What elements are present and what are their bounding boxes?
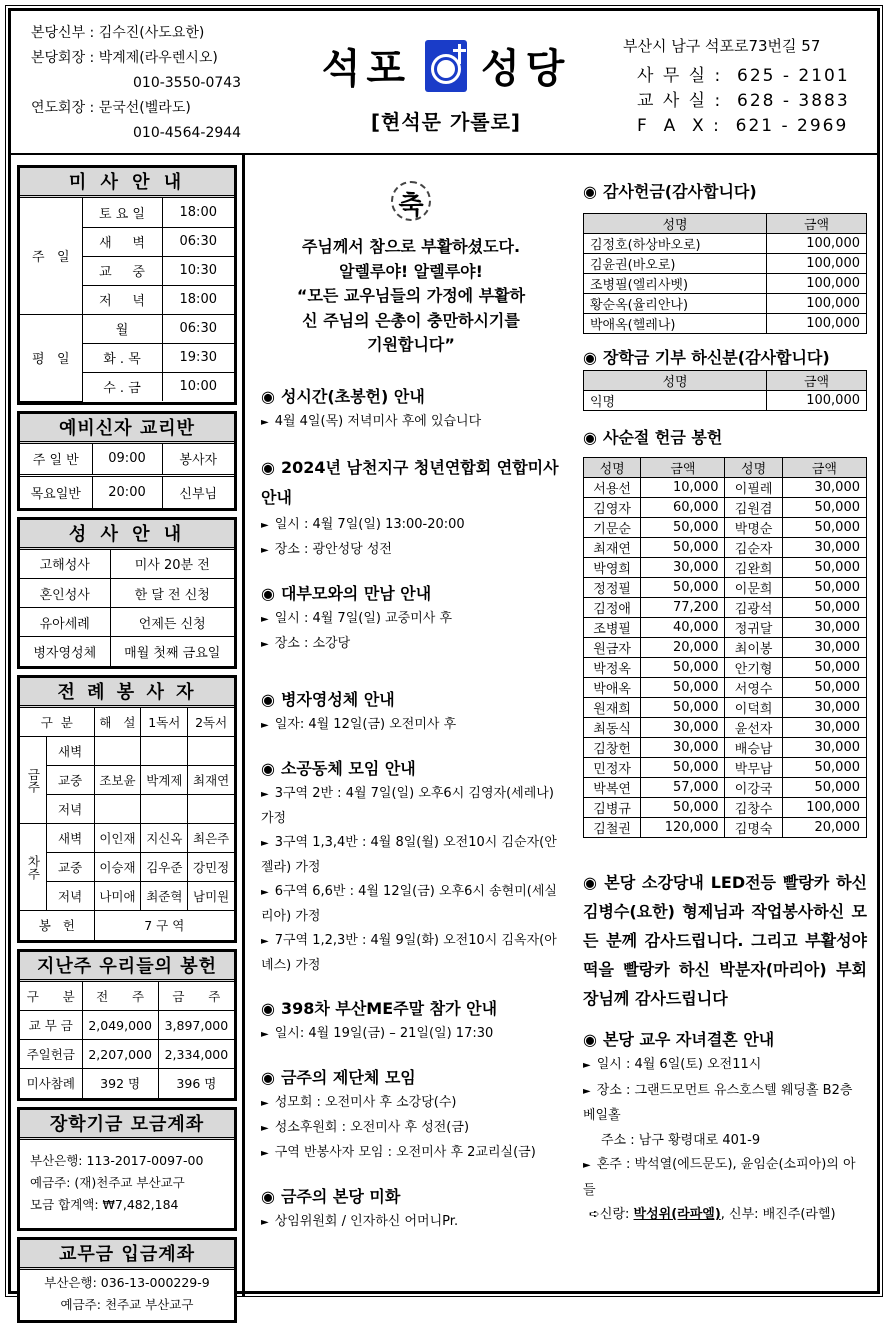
- notice-youth-mass: ◉ 2024년 남천지구 청년연합회 연합미사 안내 ► 일시 : 4월 7일(일) 13:00-20:00 ► 장소 : 광안성당 성전: [261, 457, 559, 557]
- arrow-icon: ►: [261, 1216, 269, 1228]
- table-row: 최동식 30,000 윤선자 30,000: [584, 718, 867, 738]
- right-column: [583, 179, 867, 1228]
- table-row: 김영자 60,000 김원겸 50,000: [584, 498, 867, 518]
- arrow-icon: ►: [583, 1160, 591, 1171]
- sacraments-title: 성 사 안 내: [20, 520, 234, 550]
- bulletin-header: [11, 11, 877, 155]
- bullet-icon: ◉: [583, 1030, 597, 1049]
- table-row: 박정옥 50,000 안기형 50,000: [584, 658, 867, 678]
- arrow-icon: ►: [261, 638, 269, 650]
- bullet-icon: ◉: [261, 689, 275, 709]
- table-row: 서용선 10,000 이필레 30,000: [584, 478, 867, 498]
- mass-schedule: 미 사 안 내 주 일 토 요 일 18:00 새 벽 06:30 교 중 10:30 저 녁 18:00 평 일 월 06:30 화 . 목 19:30 수 . 금 10:00: [17, 165, 237, 405]
- patron-subtitle: [현석문 가롤로]: [370, 110, 522, 134]
- table-row: 김철권 120,000 김명숙 20,000: [584, 818, 867, 838]
- staff-info: [31, 21, 241, 146]
- scholarship-bank: 부산은행: 113-2017-0097-00: [30, 1152, 204, 1168]
- last-week-offering: 지난주 우리들의 봉헌 구 분 전 주 금 주 교 무 금 2,049,000 3,897,000 주일헌금 2,207,000 2,334,000 미사참례 392 명 396 명: [17, 949, 237, 1101]
- arrow-icon: ►: [261, 886, 269, 898]
- scholarship-account-title: 장학기금 모금계좌: [20, 1110, 234, 1140]
- arrow-icon: ►: [261, 1097, 269, 1109]
- table-row: 김정애 77,200 김광석 50,000: [584, 598, 867, 618]
- bullet-icon: ◉: [583, 428, 597, 447]
- table-row: 기문순 50,000 박명순 50,000: [584, 518, 867, 538]
- bullet-icon: ◉: [261, 998, 275, 1018]
- dues-account-title: 교무금 입금계좌: [20, 1240, 234, 1270]
- arrow-icon: ►: [261, 1028, 269, 1040]
- title-right: 성당: [481, 46, 571, 92]
- liturgy-ministers: 전 례 봉 사 자 구 분 해 설 1독서 2독서 금주 새벽 교중 조보윤 박계제 최재연 저녁 차주 새벽 이인재 지신옥 최은주 교중 이승재 김우준 강민정 저녁 나미애 최준혁 남미원 봉 헌 7 구 역: [17, 675, 237, 943]
- hand-arrow-icon: ➪: [589, 1207, 600, 1222]
- arrow-icon: ►: [261, 544, 269, 556]
- scholarship-holder: 예금주: (재)천주교 부산교구: [30, 1174, 185, 1190]
- celebration-wreath-icon: 축: [381, 179, 441, 229]
- notice-sick-communion: ◉ 병자영성체 안내 ► 일자: 4월 12일(금) 오전미사 후: [261, 689, 457, 732]
- arrow-icon: ►: [583, 1060, 591, 1071]
- table-row: 정정필 50,000 이문희 50,000: [584, 578, 867, 598]
- led-thanks-note: ◉ 본당 소강당내 LED전등 빨랑카 하신 김병수(요한) 형제님과 작업봉사하신 모든 분께 감사드립니다. 그리고 부활성야 떡을 빨랑카 하신 박분자(마리아) 부회장님께 감사드립니다: [583, 873, 867, 1008]
- table-row: 박영희 30,000 김완희 50,000: [584, 558, 867, 578]
- bullet-icon: ◉: [261, 386, 275, 406]
- church-title: [311, 37, 581, 135]
- lent-offering: ◉ 사순절 헌금 봉헌 성명 금액 성명 금액 서용선 10,000 이필레 30,000 김영자 60,000 김원겸 50,000 기문순 50,000 박명순 50,000 최재연 50,000 김순자 30,000 박영희 30,000 김완희 50,000 정정필 50,000 이문희 50,000 김정애 77,200 김광석 50,000 조병필 40,000 정귀달 30,000 원금자 20,000 최이봉 30,000 박정옥 50,000 안기형 50,000 박애옥 50,000 서영수 50,000 원재희 50,000 이덕희 30,000 최동식 30,000 윤선자 30,000 김창헌 30,000 배승남 30,000 민정자 50,000 박무남 50,000 박복연 57,000 이강국 50,000 김병규 50,000 김창수 100,000 김철권 120,000 김명숙 20,000: [583, 425, 867, 838]
- bullet-icon: ◉: [261, 758, 275, 778]
- contact-fax: F A X : 621 - 2969: [637, 116, 849, 136]
- staff-pastor: 본당신부 : 김수진(사도요한): [31, 25, 205, 41]
- catechumen-class: 예비신자 교리반 주 일 반 09:00 봉사자 목요일반 20:00 신부님: [17, 411, 237, 511]
- sacraments-info: 성 사 안 내 고해성사 미사 20분 전 혼인성사 한 달 전 신청 유아세례 언제든 신청 병자영성체 매월 첫째 금요일: [17, 517, 237, 669]
- dues-holder: 예금주: 천주교 부산교구: [60, 1296, 194, 1312]
- arrow-icon: ►: [261, 416, 269, 428]
- bullet-icon: ◉: [583, 182, 597, 201]
- notice-small-community: ◉ 소공동체 모임 안내 ► 3구역 2반 : 4월 7일(일) 오후6시 김영자(세레나) 가정 ► 3구역 1,3,4반 : 4월 8일(월) 오전10시 김순자(안젤라) 가정 ► 6구역 6,6반 : 4월 12일(금) 오후6시 송현미(세실리아) 가정 ► 7구역 1,2,3반 : 4월 9일(화) 오전10시 김옥자(아녜스) 가정: [261, 758, 557, 973]
- arrow-icon: ►: [261, 519, 269, 531]
- scholarship-total: 모금 합계액: ₩7,482,184: [30, 1196, 179, 1212]
- thanks-offering-table: 성명 금액 김정호(하상바오로) 100,000 김윤권(바오로) 100,000 조병필(엘리사벳) 100,000 황순옥(율리안나) 100,000 박애옥(헬레나) 100,000: [583, 213, 867, 334]
- middle-column: [261, 179, 561, 1235]
- arrow-icon: ►: [261, 1122, 269, 1134]
- contact-office: 사 무 실 : 625 - 2101: [637, 66, 850, 86]
- mass-schedule-title: 미 사 안 내: [20, 168, 234, 198]
- table-row: 민정자 50,000 박무남 50,000: [584, 758, 867, 778]
- arrow-icon: ►: [261, 1147, 269, 1159]
- bullet-icon: ◉: [261, 1186, 275, 1206]
- notice-cleaning: ◉ 금주의 본당 미화 ► 상임위원회 / 인자하신 어머니Pr.: [261, 1186, 459, 1229]
- title-left: 석포: [321, 46, 411, 92]
- church-logo-icon: [425, 40, 467, 92]
- wedding-notice: ◉ 본당 교우 자녀결혼 안내 ► 일시 : 4월 6일(토) 오전11시 ► 장소 : 그랜드모먼트 유스호스텔 웨딩홀 B2층 베일홀 주소 : 남구 황령대로 401-9 ► 혼주 : 박석열(에드문도), 윤임순(소피아)의 아들 ➪신랑: 박성위(라파엘), 신부: 배진주(라헬): [583, 1030, 856, 1222]
- table-row: 박애옥 50,000 서영수 50,000: [584, 678, 867, 698]
- staff-president: 본당회장 : 박계제(라우렌시오): [31, 50, 218, 66]
- table-row: 박복연 57,000 이강국 50,000: [584, 778, 867, 798]
- table-row: 최재연 50,000 김순자 30,000: [584, 538, 867, 558]
- bullet-icon: ◉: [261, 457, 275, 477]
- lent-offering-table: 성명 금액 성명 금액 서용선 10,000 이필레 30,000 김영자 60,000 김원겸 50,000 기문순 50,000 박명순 50,000 최재연 50,000 김순자 30,000 박영희 30,000 김완희 50,000 정정필 50,000 이문희 50,000 김정애 77,200 김광석 50,000 조병필 40,000 정귀달 30,000 원금자 20,000 최이봉 30,000 박정옥 50,000 안기형 50,000 박애옥 50,000 서영수 50,000 원재희 50,000 이덕희 30,000 최동식 30,000 윤선자 30,000 김창헌 30,000 배승남 30,000 민정자 50,000 박무남 50,000 박복연 57,000 이강국 50,000 김병규 50,000 김창수 100,000 김철권 120,000 김명숙 20,000: [583, 457, 867, 838]
- table-row: 조병필 40,000 정귀달 30,000: [584, 618, 867, 638]
- easter-greeting: 주님께서 참으로 부활하셨도다. 알렐루야! 알렐루야! “모든 교우님들의 가정에 부활하 신 주님의 은총이 충만하시기를 기원합니다”: [296, 237, 526, 354]
- bullet-icon: ◉: [261, 583, 275, 603]
- notice-group-meetings: ◉ 금주의 제단체 모임 ► 성모회 : 오전미사 후 소강당(수) ► 성소후원회 : 오전미사 후 성전(금) ► 구역 반봉사자 모임 : 오전미사 후 2교리실(금): [261, 1067, 536, 1160]
- contact-teachers: 교 사 실 : 628 - 3883: [637, 91, 850, 111]
- bulletin-page: [8, 8, 880, 1312]
- staff-president-phone: 010-3550-0743: [133, 75, 242, 91]
- church-address: 부산시 남구 석포로73번길 57: [623, 37, 821, 55]
- table-row: 김창헌 30,000 배승남 30,000: [584, 738, 867, 758]
- bullet-icon: ◉: [261, 1067, 275, 1087]
- thanks-offering: ◉ 감사헌금(감사합니다) 성명 금액 김정호(하상바오로) 100,000 김윤권(바오로) 100,000 조병필(엘리사벳) 100,000 황순옥(율리안나) 100,000 박애옥(헬레나) 100,000: [583, 179, 867, 334]
- table-row: 원금자 20,000 최이봉 30,000: [584, 638, 867, 658]
- catechumen-title: 예비신자 교리반: [20, 414, 234, 444]
- scholarship-account: [17, 1107, 237, 1231]
- liturgy-title: 전 례 봉 사 자: [20, 678, 234, 708]
- table-row: 김병규 50,000 김창수 100,000: [584, 798, 867, 818]
- arrow-icon: ►: [583, 1085, 591, 1097]
- notice-me-weekend: ◉ 398차 부산ME주말 참가 안내 ► 일시: 4월 19일(금) – 21일(일) 17:30: [261, 998, 498, 1041]
- arrow-icon: ►: [261, 719, 269, 731]
- bullet-icon: ◉: [583, 348, 597, 367]
- dues-bank: 부산은행: 036-13-000229-9: [44, 1274, 210, 1290]
- notice-holy-hour: ◉ 성시간(초봉헌) 안내 ► 4월 4일(목) 저녁미사 후에 있습니다: [261, 386, 482, 429]
- arrow-icon: ►: [261, 935, 269, 947]
- scholarship-donors-table: 성명 금액 익명 100,000: [583, 370, 867, 411]
- bullet-icon: ◉: [583, 873, 599, 892]
- contact-info: [623, 35, 850, 139]
- staff-memorial-phone: 010-4564-2944: [133, 125, 242, 141]
- column-divider: [242, 155, 245, 1297]
- notice-godparents: ◉ 대부모와의 만남 안내 ► 일시 : 4월 7일(일) 교중미사 후 ► 장소 : 소강당: [261, 583, 453, 651]
- dues-account: [17, 1237, 237, 1323]
- left-column: [17, 165, 237, 1329]
- staff-memorial: 연도회장 : 문국선(벨라도): [31, 100, 191, 116]
- table-row: 원재희 50,000 이덕희 30,000: [584, 698, 867, 718]
- arrow-icon: ►: [261, 837, 269, 849]
- scholarship-donors: ◉ 장학금 기부 하신분(감사합니다) 성명 금액 익명 100,000: [583, 348, 867, 411]
- arrow-icon: ►: [261, 788, 269, 800]
- arrow-icon: ►: [261, 613, 269, 625]
- last-week-title: 지난주 우리들의 봉헌: [20, 952, 234, 982]
